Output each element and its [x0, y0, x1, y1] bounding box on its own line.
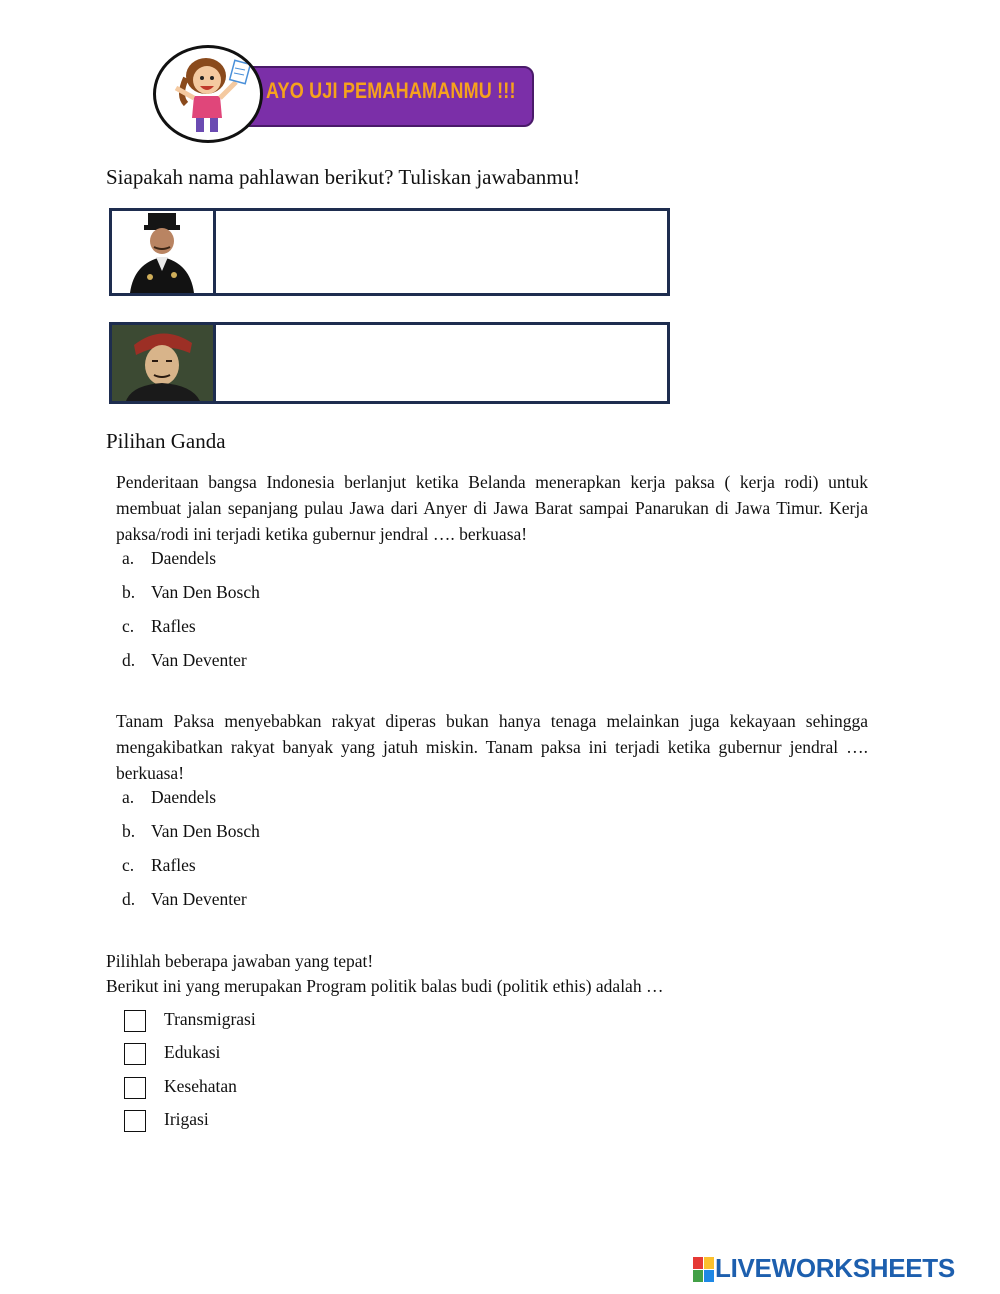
- checkbox-label: Irigasi: [164, 1109, 209, 1129]
- hero-answer-row-2: [109, 322, 670, 404]
- section1-heading: Siapakah nama pahlawan berikut? Tuliskan jawabanmu!: [106, 165, 581, 189]
- section2-heading: Pilihan Ganda: [106, 429, 226, 453]
- checkbox[interactable]: [124, 1077, 146, 1099]
- hero-portrait-1: [112, 211, 216, 293]
- q1-option-d[interactable]: d. Van Deventer: [122, 650, 247, 670]
- checkbox[interactable]: [124, 1110, 146, 1132]
- checkbox[interactable]: [124, 1043, 146, 1065]
- hero-answer-row-1: [109, 208, 670, 296]
- question-1-text: Penderitaan bangsa Indonesia berlanjut ketika Belanda menerapkan kerja paksa ( kerja rodi) untuk membuat jalan sepanjang pulau Jawa dari Anyer di Jawa Barat sampai Panarukan di Jawa Timur. Kerja paksa/rodi ini terjadi ketika gubernur jendral …. berkuasa!: [116, 472, 868, 544]
- banner-title: AYO UJI PEMAHAMANMU !!!: [266, 78, 516, 103]
- q1-option-a[interactable]: a. Daendels: [122, 548, 217, 568]
- liveworksheets-logo-icon: [693, 1257, 715, 1283]
- hero-answer-input-2[interactable]: [216, 325, 667, 401]
- checkbox[interactable]: [124, 1010, 146, 1032]
- q1-option-b[interactable]: b. Van Den Bosch: [122, 582, 260, 602]
- checkbox-label: Transmigrasi: [164, 1009, 256, 1029]
- girl-illustration-icon: [153, 45, 263, 143]
- question-2-text: Tanam Paksa menyebabkan rakyat diperas bukan hanya tenaga melainkan juga kekayaan sehingga mengakibatkan rakyat banyak yang jatuh miskin. Tanam paksa ini terjadi ketika gubernur jendral …. berkuasa!: [116, 711, 868, 783]
- q2-option-a[interactable]: a. Daendels: [122, 787, 217, 807]
- section3-question: Berikut ini yang merupakan Program politik balas budi (politik ethis) adalah …: [106, 976, 664, 996]
- checkbox-label: Edukasi: [164, 1042, 221, 1062]
- q1-option-c[interactable]: c. Rafles: [122, 616, 196, 636]
- q2-option-d[interactable]: d. Van Deventer: [122, 889, 247, 909]
- hero-portrait-2: [112, 325, 216, 401]
- liveworksheets-brand-text: LIVEWORKSHEETS: [715, 1253, 955, 1283]
- checkbox-label: Kesehatan: [164, 1076, 237, 1096]
- hero-answer-input-1[interactable]: [216, 211, 667, 293]
- q2-option-b[interactable]: b. Van Den Bosch: [122, 821, 260, 841]
- q2-option-c[interactable]: c. Rafles: [122, 855, 196, 875]
- section3-instruction: Pilihlah beberapa jawaban yang tepat!: [106, 951, 374, 971]
